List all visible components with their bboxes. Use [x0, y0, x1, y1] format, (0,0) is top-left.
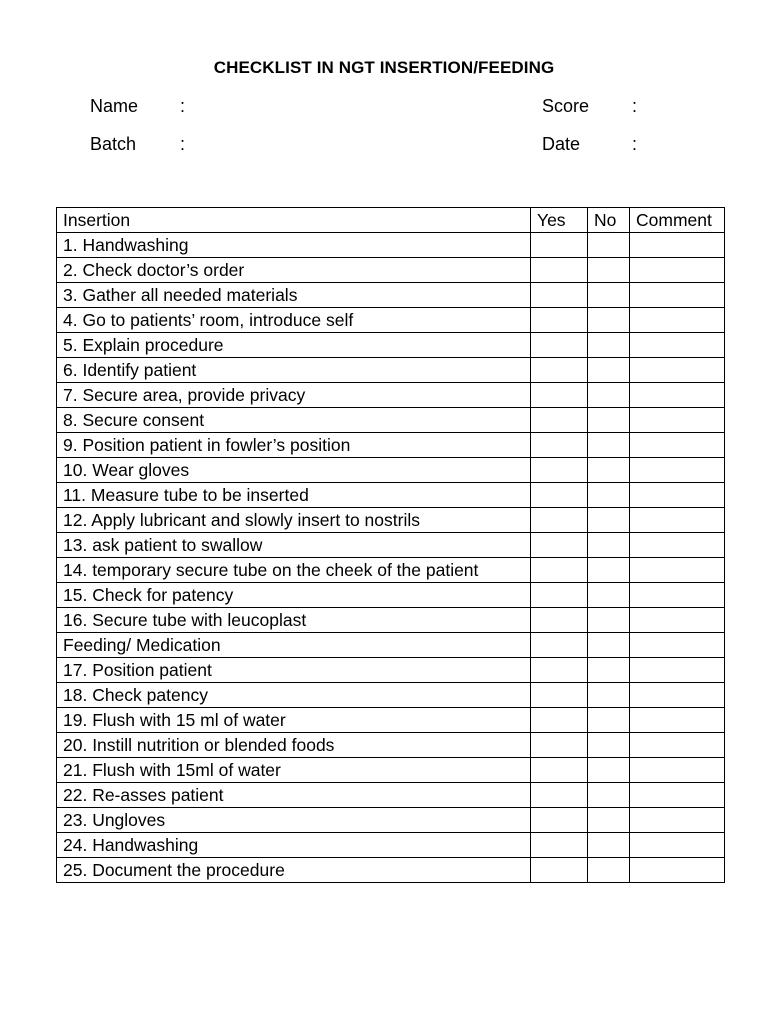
yes-cell[interactable]	[531, 408, 588, 433]
table-row	[57, 483, 725, 508]
no-cell[interactable]	[588, 508, 630, 533]
yes-cell[interactable]	[531, 783, 588, 808]
comment-cell[interactable]	[630, 758, 725, 783]
yes-cell[interactable]	[531, 333, 588, 358]
comment-cell[interactable]	[630, 308, 725, 333]
row-item: 11. Measure tube to be inserted	[57, 483, 531, 508]
checklist-table	[56, 207, 725, 883]
yes-cell[interactable]	[531, 733, 588, 758]
table-row	[57, 308, 725, 333]
row-item: Feeding/ Medication	[57, 633, 531, 658]
yes-cell[interactable]	[531, 233, 588, 258]
row-item: 2. Check doctor’s order	[57, 258, 531, 283]
no-cell[interactable]	[588, 333, 630, 358]
row-item: 18. Check patency	[57, 683, 531, 708]
row-item: 21. Flush with 15ml of water	[57, 758, 531, 783]
comment-cell[interactable]	[630, 858, 725, 883]
comment-cell[interactable]	[630, 458, 725, 483]
no-cell[interactable]	[588, 408, 630, 433]
table-row	[57, 508, 725, 533]
no-cell[interactable]	[588, 633, 630, 658]
comment-cell[interactable]	[630, 833, 725, 858]
checklist-rows	[57, 233, 725, 883]
no-cell[interactable]	[588, 308, 630, 333]
yes-cell[interactable]	[531, 833, 588, 858]
comment-cell[interactable]	[630, 258, 725, 283]
comment-cell[interactable]	[630, 783, 725, 808]
table-header-row	[57, 208, 725, 233]
yes-cell[interactable]	[531, 583, 588, 608]
no-cell[interactable]	[588, 458, 630, 483]
yes-cell[interactable]	[531, 658, 588, 683]
row-item: 1. Handwashing	[57, 233, 531, 258]
row-item: 15. Check for patency	[57, 583, 531, 608]
yes-cell[interactable]	[531, 308, 588, 333]
comment-cell[interactable]	[630, 683, 725, 708]
table-row	[57, 783, 725, 808]
table-row	[57, 533, 725, 558]
no-cell[interactable]	[588, 258, 630, 283]
comment-cell[interactable]	[630, 483, 725, 508]
no-cell[interactable]	[588, 383, 630, 408]
comment-cell[interactable]	[630, 708, 725, 733]
yes-cell[interactable]	[531, 433, 588, 458]
yes-cell[interactable]	[531, 858, 588, 883]
table-row	[57, 583, 725, 608]
header-no: No	[588, 208, 630, 233]
no-cell[interactable]	[588, 358, 630, 383]
table-row	[57, 433, 725, 458]
yes-cell[interactable]	[531, 358, 588, 383]
comment-cell[interactable]	[630, 558, 725, 583]
header-yes: Yes	[531, 208, 588, 233]
yes-cell[interactable]	[531, 708, 588, 733]
no-cell[interactable]	[588, 708, 630, 733]
table-row	[57, 808, 725, 833]
table-row	[57, 858, 725, 883]
header-section: Insertion	[57, 208, 531, 233]
table-row	[57, 358, 725, 383]
date-colon: :	[632, 134, 638, 154]
no-cell[interactable]	[588, 583, 630, 608]
date-label: Date	[542, 134, 581, 154]
table-row	[57, 708, 725, 733]
no-cell[interactable]	[588, 533, 630, 558]
row-item: 4. Go to patients’ room, introduce self	[57, 308, 531, 333]
row-item: 13. ask patient to swallow	[57, 533, 531, 558]
table-row	[57, 733, 725, 758]
row-item: 14. temporary secure tube on the cheek of the patient	[57, 558, 531, 583]
row-item: 22. Re-asses patient	[57, 783, 531, 808]
comment-cell[interactable]	[630, 533, 725, 558]
row-item: 20. Instill nutrition or blended foods	[57, 733, 531, 758]
comment-cell[interactable]	[630, 508, 725, 533]
yes-cell[interactable]	[531, 558, 588, 583]
comment-cell[interactable]	[630, 808, 725, 833]
batch-colon: :	[180, 134, 186, 154]
table-row	[57, 658, 725, 683]
row-item: 9. Position patient in fowler’s position	[57, 433, 531, 458]
yes-cell[interactable]	[531, 808, 588, 833]
comment-cell[interactable]	[630, 608, 725, 633]
batch-label: Batch	[90, 134, 137, 154]
row-item: 16. Secure tube with leucoplast	[57, 608, 531, 633]
row-item: 5. Explain procedure	[57, 333, 531, 358]
no-cell[interactable]	[588, 658, 630, 683]
yes-cell[interactable]	[531, 383, 588, 408]
yes-cell[interactable]	[531, 458, 588, 483]
no-cell[interactable]	[588, 733, 630, 758]
comment-cell[interactable]	[630, 358, 725, 383]
no-cell[interactable]	[588, 783, 630, 808]
no-cell[interactable]	[588, 808, 630, 833]
no-cell[interactable]	[588, 283, 630, 308]
name-colon: :	[180, 96, 186, 116]
row-item: 19. Flush with 15 ml of water	[57, 708, 531, 733]
comment-cell[interactable]	[630, 583, 725, 608]
page-title: CHECKLIST IN NGT INSERTION/FEEDING	[213, 58, 555, 77]
score-label: Score	[542, 96, 590, 116]
table-row	[57, 283, 725, 308]
table-row	[57, 558, 725, 583]
row-item: 8. Secure consent	[57, 408, 531, 433]
row-item: 10. Wear gloves	[57, 458, 531, 483]
table-row	[57, 833, 725, 858]
yes-cell[interactable]	[531, 683, 588, 708]
yes-cell[interactable]	[531, 758, 588, 783]
yes-cell[interactable]	[531, 608, 588, 633]
yes-cell[interactable]	[531, 508, 588, 533]
no-cell[interactable]	[588, 558, 630, 583]
table-row	[57, 608, 725, 633]
comment-cell[interactable]	[630, 658, 725, 683]
comment-cell[interactable]	[630, 333, 725, 358]
no-cell[interactable]	[588, 858, 630, 883]
row-item: 25. Document the procedure	[57, 858, 531, 883]
table-row	[57, 258, 725, 283]
table-row	[57, 633, 725, 658]
table-row	[57, 408, 725, 433]
comment-cell[interactable]	[630, 283, 725, 308]
row-item: 17. Position patient	[57, 658, 531, 683]
table-row	[57, 233, 725, 258]
table-row	[57, 458, 725, 483]
score-colon: :	[632, 96, 638, 116]
table-row	[57, 758, 725, 783]
row-item: 24. Handwashing	[57, 833, 531, 858]
row-item: 12. Apply lubricant and slowly insert to nostrils	[57, 508, 531, 533]
comment-cell[interactable]	[630, 633, 725, 658]
row-item: 3. Gather all needed materials	[57, 283, 531, 308]
header-comment: Comment	[630, 208, 725, 233]
no-cell[interactable]	[588, 608, 630, 633]
table-row	[57, 333, 725, 358]
row-item: 6. Identify patient	[57, 358, 531, 383]
comment-cell[interactable]	[630, 233, 725, 258]
yes-cell[interactable]	[531, 258, 588, 283]
no-cell[interactable]	[588, 433, 630, 458]
table-row	[57, 683, 725, 708]
no-cell[interactable]	[588, 683, 630, 708]
yes-cell[interactable]	[531, 283, 588, 308]
no-cell[interactable]	[588, 483, 630, 508]
comment-cell[interactable]	[630, 433, 725, 458]
row-item: 23. Ungloves	[57, 808, 531, 833]
no-cell[interactable]	[588, 833, 630, 858]
row-item: 7. Secure area, provide privacy	[57, 383, 531, 408]
table-row	[57, 383, 725, 408]
comment-cell[interactable]	[630, 383, 725, 408]
yes-cell[interactable]	[531, 633, 588, 658]
no-cell[interactable]	[588, 233, 630, 258]
name-label: Name	[90, 96, 139, 116]
no-cell[interactable]	[588, 758, 630, 783]
yes-cell[interactable]	[531, 533, 588, 558]
comment-cell[interactable]	[630, 733, 725, 758]
comment-cell[interactable]	[630, 408, 725, 433]
yes-cell[interactable]	[531, 483, 588, 508]
